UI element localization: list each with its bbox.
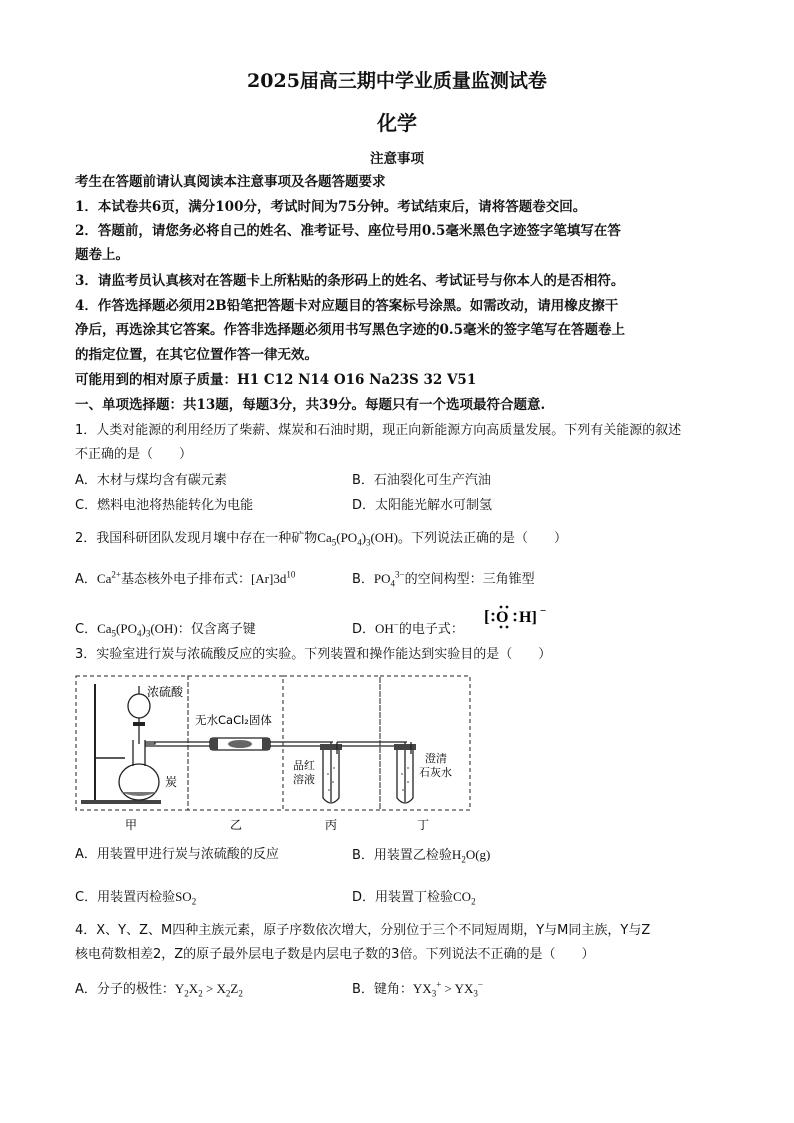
ca-ion-formula: $Ca^{2+}$ (96, 569, 121, 586)
q3-option-c: C．用装置丙检验$SO_2$ (75, 889, 197, 907)
label-pinhong-1: 品红 (293, 759, 315, 772)
notice-item-2b: 题卷上。 (75, 247, 129, 263)
q2-option-c: C．$Ca_5(PO_4)_3(OH)$：仅含离子键 (75, 621, 256, 639)
water-vapor-formula: $H_2O(g)$ (451, 847, 491, 865)
label-carbon: 炭 (165, 775, 178, 789)
q2-mineral-formula: $Ca_5(PO_4)_3(OH)$ (317, 530, 398, 548)
svg-text:[: [ (484, 607, 490, 626)
q1-option-d: D．太阳能光解水可制氢 (352, 498, 493, 513)
notice-intro: 考生在答题前请认真阅读本注意事项及各题答题要求 (75, 174, 386, 190)
notice-item-4a: 4．作答选择题必须用2B铅笔把答题卡对应题目的答案标号涂黑。如需改动，请用橡皮擦干 (75, 298, 619, 314)
polarity-comparison: $Y_2X_2 > X_2Z_2$ (174, 981, 243, 999)
label-bing: 丙 (325, 818, 338, 832)
notice-item-2a: 2．答题前，请您务必将自己的姓名、准考证号、座位号用0.5毫米黑色字迹签字笔填写在答 (75, 223, 621, 239)
so2-formula: $SO_2$ (175, 889, 197, 907)
notice-item-4b: 净后，再选涂其它答案。作答非选择题必须用书写黑色字迹的0.5毫米的签字笔写在答题卷上 (75, 322, 625, 338)
exam-title: 2025届高三期中学业质量监测试卷 (247, 70, 547, 92)
section-1-heading: 一、单项选择题：共13题，每题3分，共39分。每题只有一个选项最符合题意. (75, 397, 546, 413)
box-ding (380, 676, 470, 810)
q2-option-d: D．OH−的电子式： (352, 619, 464, 637)
label-acid: 浓硫酸 (147, 685, 184, 699)
q4-stem-line-2: 核电荷数相差2，Z的原子最外层电子数是内层电子数的3倍。下列说法不正确的是（ ） (75, 947, 595, 962)
q3-option-b: B．用装置乙检验$H_2O(g)$ (352, 847, 491, 865)
q3-apparatus-diagram (75, 674, 475, 834)
q1-option-b: B．石油裂化可生产汽油 (352, 473, 491, 488)
stand-base (81, 800, 161, 804)
label-lime-2: 石灰水 (419, 766, 452, 779)
q1-option-c: C．燃料电池将热能转化为电能 (75, 498, 254, 513)
notice-title: 注意事项 (370, 151, 424, 167)
q4-stem-line-1: 4．X、Y、Z、M四种主族元素，原子序数依次增大，分别位于三个不同短周期，Y与M同主族，Y与Z (75, 923, 651, 938)
label-pinhong-2: 溶液 (293, 773, 315, 786)
mineral-formula-c: $Ca_5(PO_4)_3(OH)$ (97, 621, 178, 639)
q4-option-a: A．分子的极性：$Y_2X_2 > X_2Z_2$ (75, 981, 243, 999)
q2-option-b: B．$PO_4^{3-}$的空间构型：三角锥型 (352, 569, 535, 589)
svg-text:H]: H] (519, 609, 537, 626)
notice-item-4c: 的指定位置，在其它位置作答一律无效。 (75, 347, 318, 363)
co2-formula: $CO_2$ (453, 889, 476, 907)
notice-item-1: 1．本试卷共6页，满分100分，考试时间为75分钟。考试结束后，请将答题卷交回。 (75, 199, 587, 215)
q3-option-a: A．用装置甲进行炭与浓硫酸的反应 (75, 847, 279, 862)
bond-angle-comparison: $YX_3^+ > YX_3^-$ (412, 979, 483, 999)
q1-stem-line-1: 1．人类对能源的利用经历了柴薪、煤炭和石油时期，现正向新能源方向高质量发展。下列有关能源的叙述 (75, 423, 682, 438)
electron-config: $[Ar]3d^{10}$ (250, 569, 296, 586)
q1-option-a: A．木材与煤均含有碳元素 (75, 473, 227, 488)
svg-text:−: − (540, 605, 547, 617)
label-ding: 丁 (417, 818, 430, 832)
hydroxide-ion-formula: OH− (375, 619, 399, 636)
cacl2-solid (228, 740, 252, 748)
notice-item-3: 3．请监考员认真核对在答题卡上所粘贴的条形码上的姓名、考试证号与你本人的是否相符。 (75, 273, 625, 289)
q3-option-d: D．用装置丁检验$CO_2$ (352, 889, 476, 907)
label-yi: 乙 (230, 818, 243, 832)
q4-option-b: B．键角：$YX_3^+ > YX_3^-$ (352, 979, 483, 999)
label-lime-1: 澄清 (425, 752, 447, 765)
q2-stem: 2．我国科研团队发现月壤中存在一种矿物$Ca_5(PO_4)_3(OH)$。下列说法正确的是（ ） (75, 530, 567, 548)
q3-stem: 3．实验室进行炭与浓硫酸反应的实验。下列装置和操作能达到实验目的是（ ） (75, 647, 552, 662)
atomic-mass-line: 可能用到的相对原子质量：H1 C12 N14 O16 Na23S 32 V51 (75, 372, 477, 388)
phosphate-ion-formula: $PO_4^{3-}$ (373, 569, 405, 589)
q2-option-a: A．$Ca^{2+}$基态核外电子排布式：$[Ar]3d^{10}$ (75, 569, 296, 587)
label-cacl2: 无水CaCl₂固体 (195, 713, 272, 727)
subject-title: 化学 (377, 111, 417, 135)
hydroxide-electron-dot-icon (482, 603, 552, 629)
q1-stem-line-2: 不正确的是（ ） (75, 447, 193, 462)
label-jia: 甲 (125, 818, 138, 832)
svg-text:O: O (496, 609, 509, 626)
